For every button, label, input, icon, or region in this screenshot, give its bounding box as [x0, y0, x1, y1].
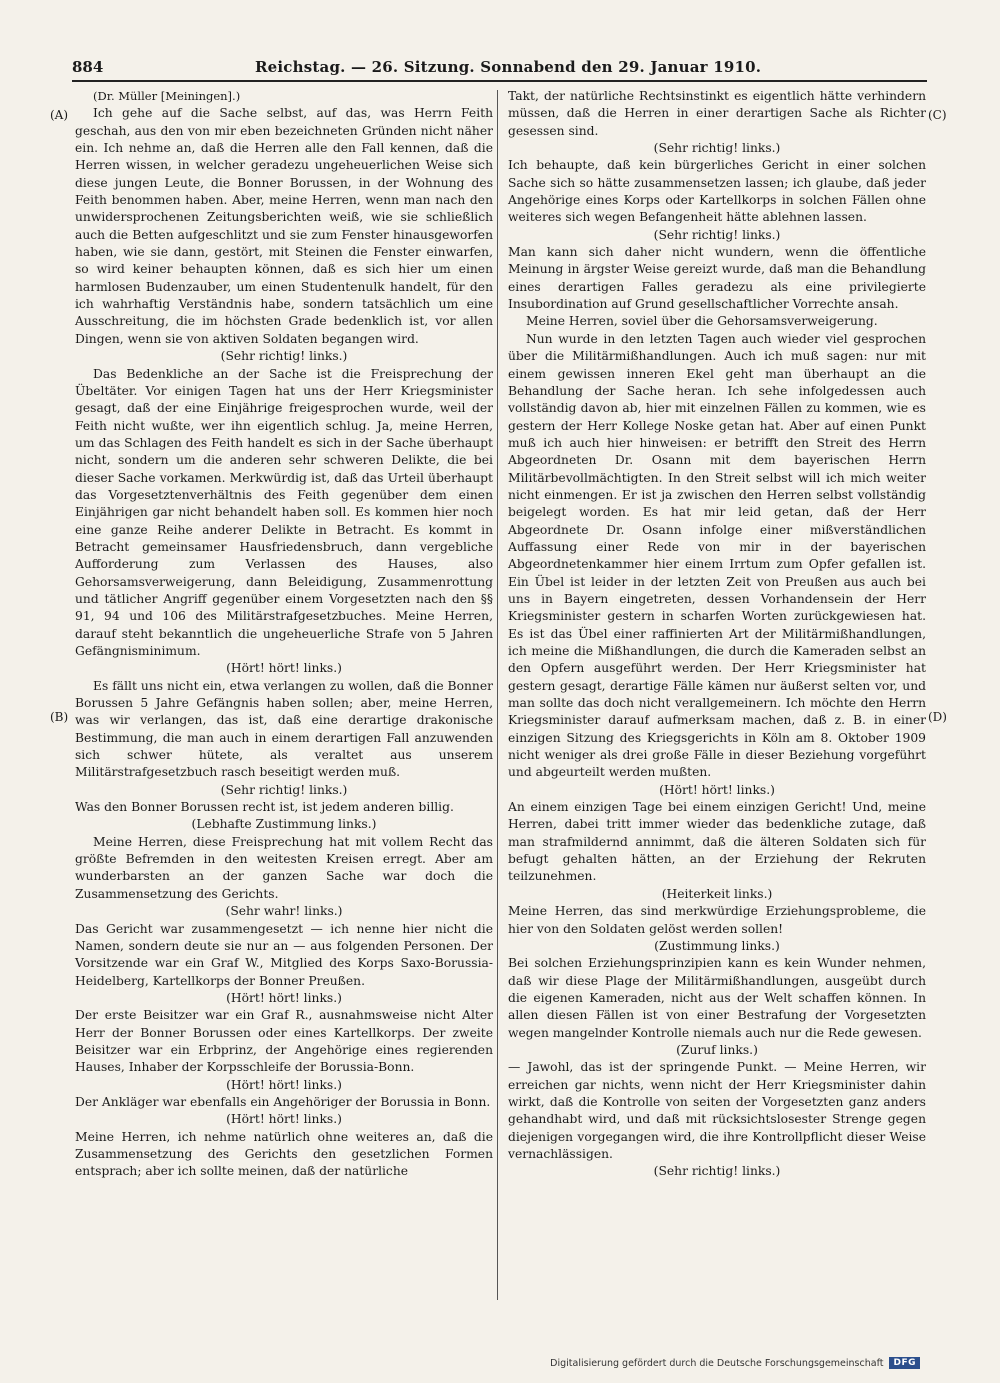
interjection: (Sehr richtig! links.) [653, 141, 781, 156]
paragraph: Meine Herren, diese Freisprechung hat mit vollem Recht das größte Befremden in den weitesten Kreisen erregt. Aber am wunderbarsten an der ganzen Sache war doch die Zusammensetzung des Gerichts. [75, 834, 493, 901]
interjection: (Zustimmung links.) [654, 938, 780, 953]
interjection: (Hört! hört! links.) [226, 661, 342, 676]
right-column-text [508, 88, 926, 1181]
speaker-attribution: (Dr. Müller [Meiningen].) [93, 89, 241, 103]
interjection: (Lebhafte Zustimmung links.) [191, 817, 377, 832]
left-column [75, 88, 493, 1181]
interjection: (Sehr richtig! links.) [220, 349, 348, 364]
paragraph: Ich behaupte, daß kein bürgerliches Gericht in einer solchen Sache sich so hätte zusammensetzen lassen; ich glaube, daß jeder Angehörige eines Korps oder Kartellkorps in solchen Fällen ohne weiteres sich wegen Befangenheit hätte ablehnen lassen. [508, 158, 926, 225]
interjection: (Sehr wahr! links.) [225, 904, 343, 919]
interjection: (Sehr richtig! links.) [220, 782, 348, 797]
paragraph: Nun wurde in den letzten Tagen auch wieder viel gesprochen über die Militärmißhandlungen. Auch ich muß sagen: nur mit einem gewissen inneren Ekel geht man überhaupt an die Behandlung der Sache heran. Ich sehe infolgedessen auch vollständig davon ab, hier mit einzelnen Fällen zu kommen, wie es gestern der Herr Kollege Noske getan hat. Aber auf einen Punkt muß ich auch hier hinweisen: er betrifft den Streit des Herrn Abgeordneten Dr. Osann mit dem bayerischen Herrn Militärbevollmächtigten. In den Streit selbst will ich mich weiter nicht einmengen. Er ist ja zwischen den Herren selbst vollständig beigelegt worden. Es hat mir leid getan, daß der Herr Abgeordnete Dr. Osann infolge einer mißverständlichen Auffassung einer Rede von mir in der bayerischen Abgeordnetenkammer hier einem Irrtum zum Opfer gefallen ist. Ein Übel ist leider in der letzten Zeit von Preußen aus auch bei uns in Bayern eingetreten, dessen Vorhandensein der Herr Kriegsminister gestern in scharfen Worten zurückgewiesen hat. Es ist das Übel einer raffinierten Art der Militärmißhandlungen, ich meine die Mißhandlungen, die durch die Kameraden selbst an den Opfern ausgeführt werden. Der Herr Kriegsminister hat gestern gesagt, derartige Fälle kämen nur äußerst selten vor, und man sollte das doch nicht verallgemeinern. Ich möchte den Herrn Kriegsminister darauf aufmerksam machen, daß z. B. in einer einzigen Sitzung des Kriegsgerichts in Köln am 8. Oktober 1909 nicht weniger als drei große Fälle in dieser Beziehung vorgeführt und abgeurteilt werden mußten. [508, 331, 926, 780]
interjection: (Heiterkeit links.) [661, 886, 773, 901]
interjection: (Hört! hört! links.) [226, 1077, 342, 1092]
paragraph: Man kann sich daher nicht wundern, wenn die öffentliche Meinung in ärgster Weise gereizt wurde, daß man die Behandlung eines derartigen Falles geradezu als eine privilegierte Insubordination auf Grund gesellschaftlicher Vorrechte ansah. [508, 245, 926, 312]
interjection: (Hört! hört! links.) [659, 782, 775, 797]
paragraph: Takt, der natürliche Rechtsinstinkt es eigentlich hätte verhindern müssen, daß die Herren in einer derartigen Sache als Richter gesessen sind. [508, 89, 926, 138]
credit-text: Digitalisierung gefördert durch die Deutsche Forschungsgemeinschaft [550, 1357, 884, 1369]
paragraph: Das Bedenkliche an der Sache ist die Freisprechung der Übeltäter. Vor einigen Tagen hat uns der Herr Kriegsminister gesagt, daß der eine Einjährige freigesprochen wurde, weil der Feith nicht wußte, wer ihn eigentlich schlug. Ja, meine Herren, um das Schlagen des Feith handelt es sich in der Sache überhaupt nicht, sondern um die anderen sehr schweren Delikte, die bei dieser Sache vorkamen. Merkwürdig ist, daß das Urteil überhaupt das Vorgesetztenverhältnis des Feith gegenüber dem einen Einjährigen gar nicht behandelt haben soll. Es kommen hier noch eine ganze Reihe anderer Delikte in Betracht. Es kommt in Betracht gemeinsamer Hausfriedensbruch, dann vergebliche Aufforderung zum Verlassen des Hauses, also Gehorsamsverweigerung, dann Beleidigung, Zusammenrottung und tätlicher Angriff gegenüber einem Vorgesetzten nach den §§ 91, 94 und 106 des Militärstrafgesetzbuches. Meine Herren, darauf steht bekanntlich die ungeheuerliche Strafe von 5 Jahren Gefängnisminimum. [75, 366, 493, 658]
running-head: Reichstag. — 26. Sitzung. Sonnabend den 29. Januar 1910. [255, 58, 762, 76]
paragraph: Bei solchen Erziehungsprinzipien kann es kein Wunder nehmen, daß wir diese Plage der Militärmißhandlungen, ausgeübt durch die eigenen Kameraden, nicht aus der Welt schaffen können. In allen diesen Fällen ist von einer Bestrafung der Vorgesetzten wegen mangelnder Kontrolle niemals auch nur die Rede gewesen. [508, 956, 926, 1040]
margin-marker-a: (A) [50, 108, 69, 122]
paragraph: Was den Bonner Borussen recht ist, ist jedem anderen billig. [75, 800, 454, 815]
paragraph: Das Gericht war zusammengesetzt — ich nenne hier nicht die Namen, sondern deute sie nur an — aus folgenden Personen. Der Vorsitzende war ein Graf W., Mitglied des Korps Saxo-Borussia-Heidelberg, Kartellkorps der Bonner Preußen. [75, 921, 493, 988]
paragraph: Meine Herren, ich nehme natürlich ohne weiteres an, daß die Zusammensetzung des Gerichts den gesetzlichen Formen entsprach; aber ich sollte meinen, daß der natürliche [75, 1129, 493, 1179]
paragraph: Der Ankläger war ebenfalls ein Angehöriger der Borussia in Bonn. [75, 1094, 491, 1109]
column-divider [497, 90, 498, 1300]
left-column-text [75, 105, 493, 1180]
page-number: 884 [72, 58, 104, 76]
interjection: (Hört! hört! links.) [226, 990, 342, 1005]
margin-marker-b: (B) [50, 710, 69, 724]
dfg-logo: DFG [889, 1357, 920, 1369]
interjection: (Sehr richtig! links.) [653, 1164, 781, 1179]
paragraph: Meine Herren, soviel über die Gehorsamsverweigerung. [526, 314, 878, 329]
paragraph: Es fällt uns nicht ein, etwa verlangen zu wollen, daß die Bonner Borussen 5 Jahre Gefängnis haben sollen; aber, meine Herren, was wir verlangen, das ist, daß eine derartige drakonische Bestimmung, die man auch in einem derartigen Fall anzuwenden sich schwer hütete, als veraltet aus unserem Militärstrafgesetzbuch rasch beseitigt werden muß. [75, 678, 493, 780]
interjection: (Zuruf links.) [676, 1042, 758, 1057]
paragraph: Ich gehe auf die Sache selbst, auf das, was Herrn Feith geschah, aus den von mir eben bezeichneten Gründen nicht näher ein. Ich nehme an, daß die Herren alle den Fall kennen, daß die Herren wissen, in welcher geradezu ungeheuerlichen Weise sich diese jungen Leute, die Bonner Borussen, in der Wohnung des Feith benommen haben. Aber, meine Herren, wenn man nach den unwidersprochenen Zeitungsberichten weiß, wie sie schließlich auch die Betten aufgeschlitzt und sie zum Fenster hinausgeworfen haben, wie sie dann, gestört, mit Steinen die Fenster einwarfen, so wird keiner behaupten können, daß es sich hier um einen harmlosen Budenzauber, um einen Studentenulk handelt, für den ich wahrhaftig Verständnis habe, sondern tatsächlich um eine Ausschreitung, die im höchsten Grade bedenklich ist, vor allen Dingen, wenn sie von aktiven Soldaten begangen wird. [75, 106, 493, 346]
interjection: (Hört! hört! links.) [226, 1112, 342, 1127]
paragraph: — Jawohl, das ist der springende Punkt. — Meine Herren, wir erreichen gar nichts, wenn nicht der Herr Kriegsminister dahin wirkt, daß die Kontrolle von seiten der Vorgesetzten ganz anders gehandhabt wird, und daß mit rücksichtslosester Strenge gegen diejenigen vorgegangen wird, die ihre Kontrollpflicht dieser Weise vernachlässigen. [508, 1060, 926, 1161]
paragraph: An einem einzigen Tage bei einem einzigen Gericht! Und, meine Herren, dabei tritt immer wieder das bedenkliche zutage, daß man strafmildernd annimmt, daß die älteren Soldaten sich für befugt gehalten hätten, an der Erziehung der Rekruten teilzunehmen. [508, 800, 926, 884]
header-rule [72, 80, 927, 82]
interjection: (Sehr richtig! links.) [653, 227, 781, 242]
paragraph: Der erste Beisitzer war ein Graf R., ausnahmsweise nicht Alter Herr der Bonner Borussen oder eines Kartellkorps. Der zweite Beisitzer war ein Erbprinz, der Angehörige eines regierenden Hauses, Inhaber der Korpsschleife der Borussia-Bonn. [75, 1008, 493, 1075]
paragraph: Meine Herren, das sind merkwürdige Erziehungsprobleme, die hier von den Soldaten gelöst werden sollen! [508, 904, 926, 936]
margin-marker-c: (C) [928, 108, 947, 122]
right-column [508, 88, 926, 1181]
margin-marker-d: (D) [928, 710, 947, 724]
digitization-credit [550, 1357, 920, 1369]
